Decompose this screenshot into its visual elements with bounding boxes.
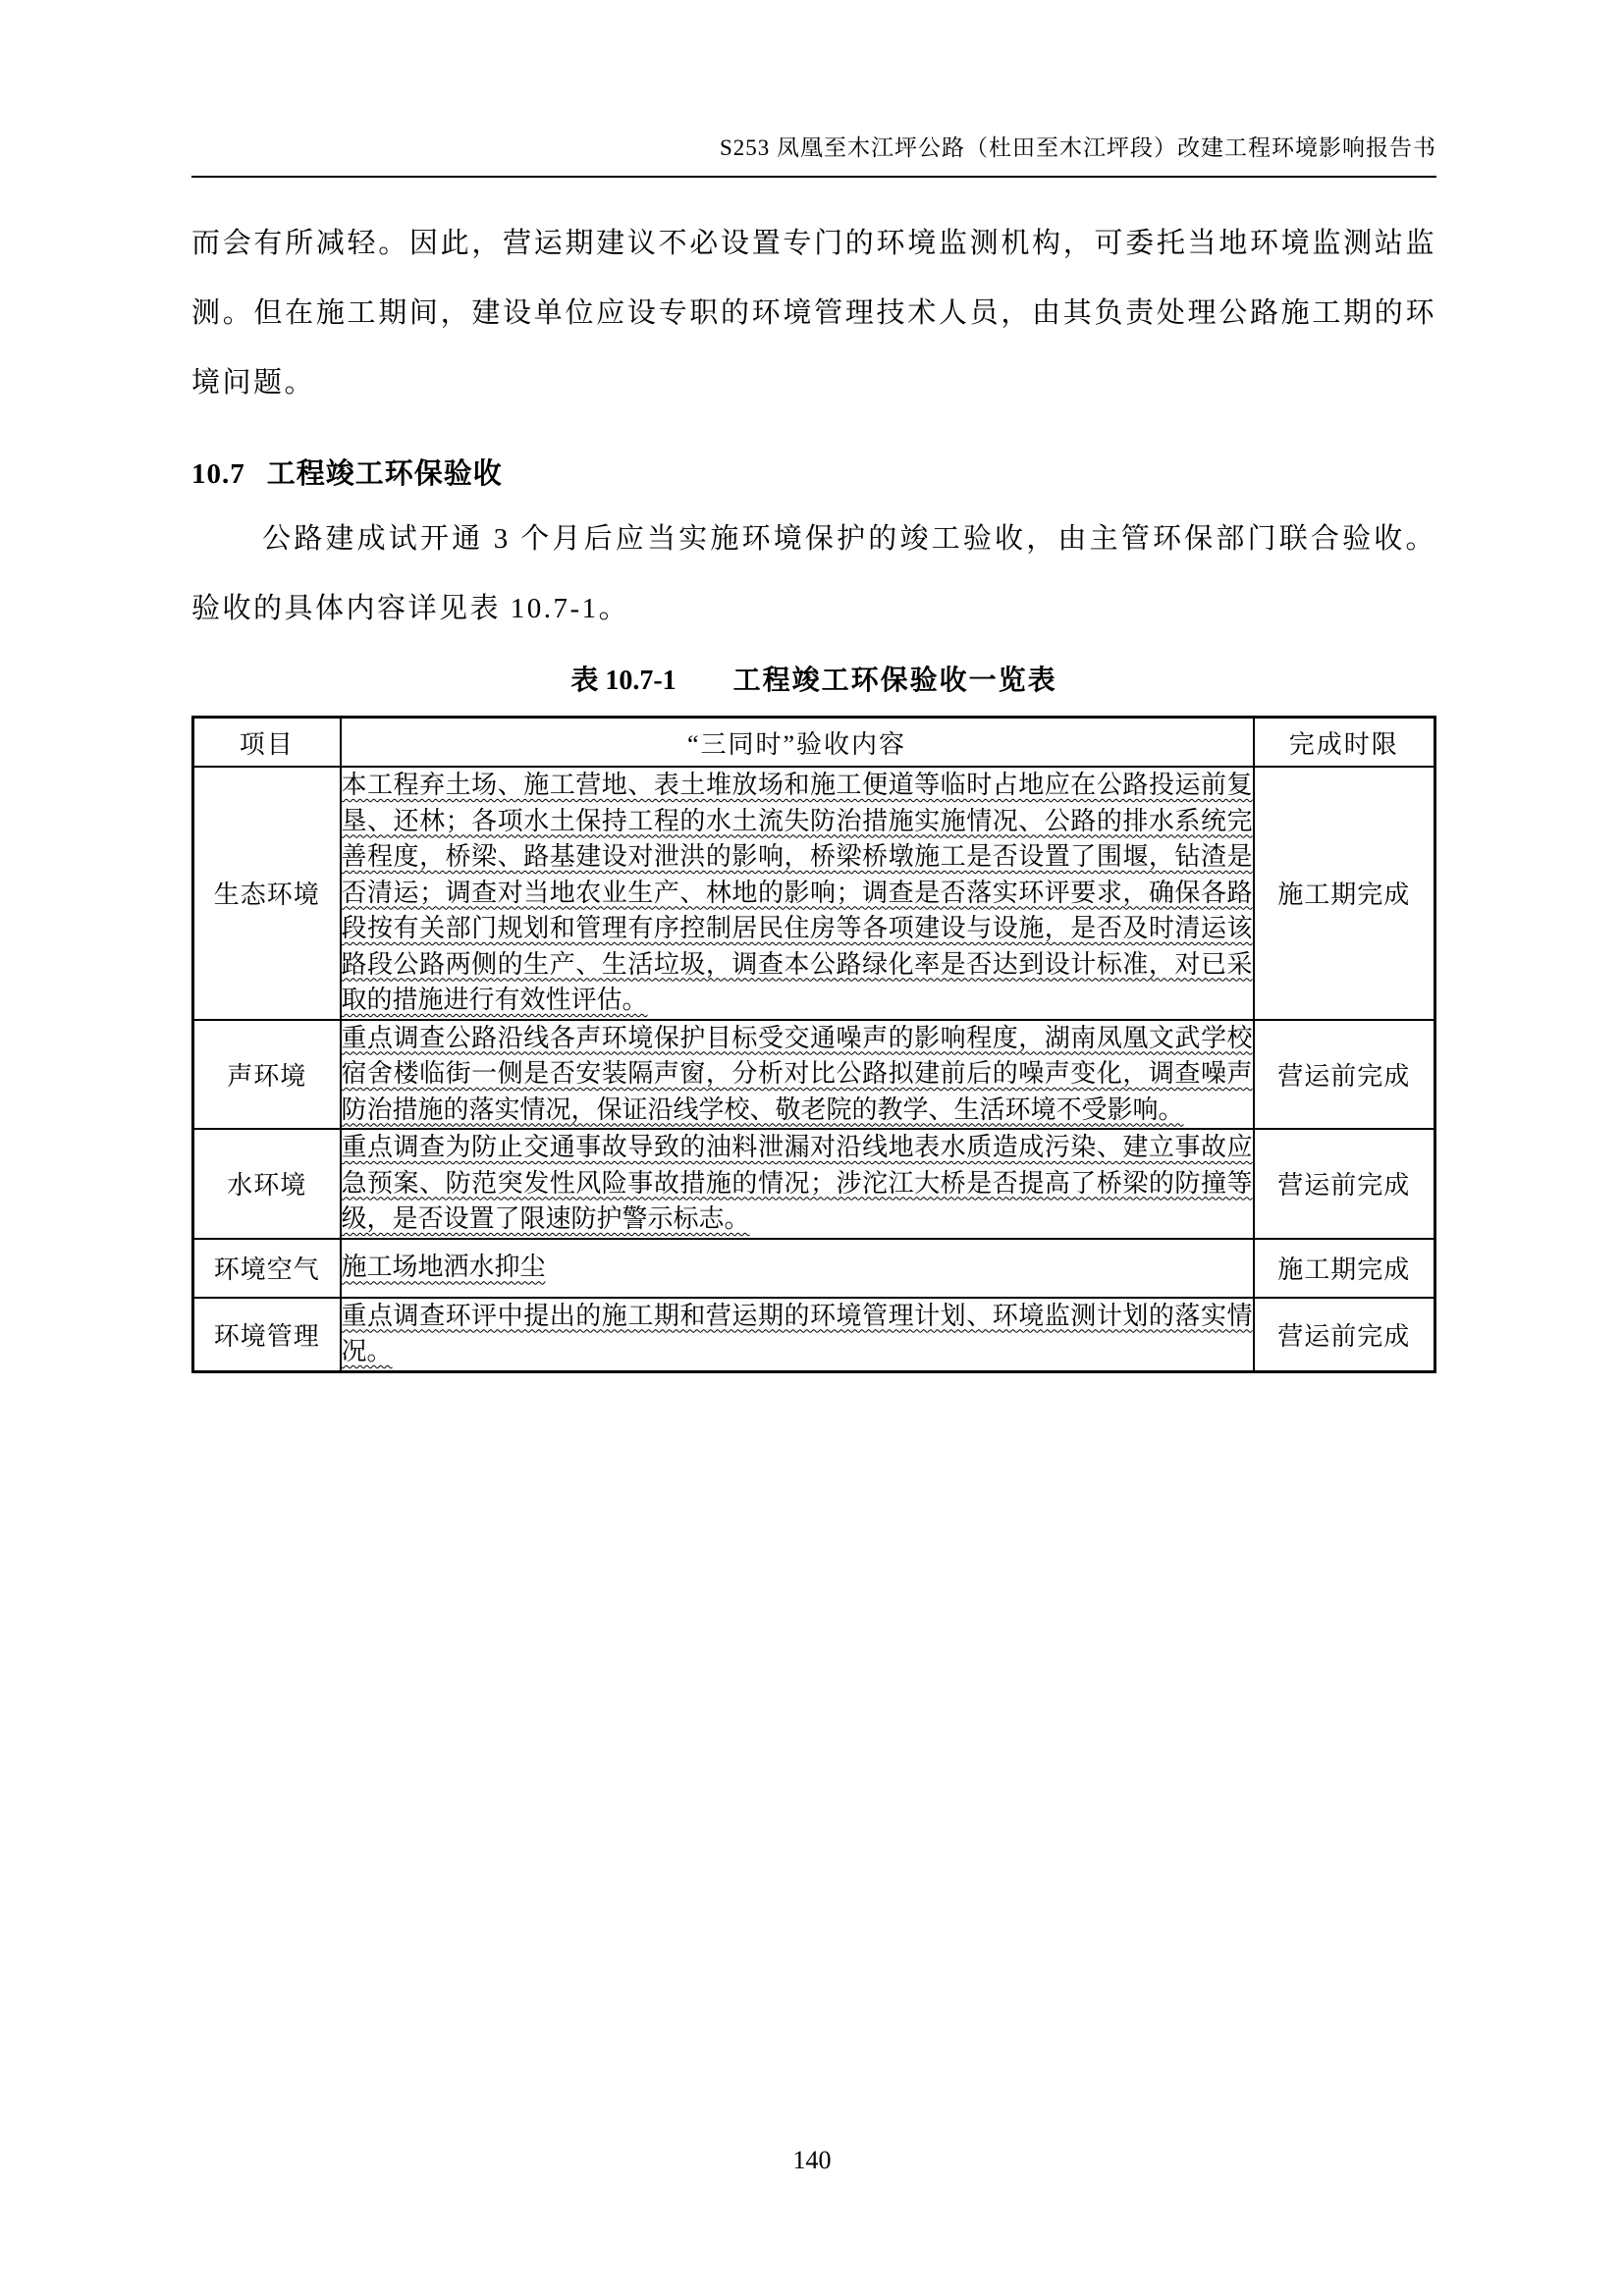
row-content-text: 重点调查为防止交通事故导致的油料泄漏对沿线地表水质造成污染、建立事故应急预案、防范突发性风险事故措施的情况；涉沱江大桥是否提高了桥梁的防撞等级，是否设置了限速防护警示标志。 [341, 1133, 1253, 1233]
table-row [193, 1298, 1435, 1372]
row-content [341, 767, 1254, 1020]
row-content-text: 重点调查公路沿线各声环境保护目标受交通噪声的影响程度，湖南凤凰文武学校宿舍楼临街一侧是否安装隔声窗，分析对比公路拟建前后的噪声变化，调查噪声防治措施的落实情况，保证沿线学校、敬老院的教学、生活环境不受影响。 [341, 1023, 1253, 1124]
table-row [193, 1239, 1435, 1298]
row-item-label: 环境管理 [193, 1298, 341, 1372]
table-row [193, 1129, 1435, 1239]
section-number: 10.7 [191, 458, 245, 490]
paragraph-1: 而会有所减轻。因此，营运期建议不必设置专门的环境监测机构，可委托当地环境监测站监测。但在施工期间，建设单位应设专职的环境管理技术人员，由其负责处理公路施工期的环境问题。 [191, 228, 1436, 399]
column-header-deadline: 完成时限 [1254, 718, 1435, 768]
page-content [191, 0, 1436, 1373]
row-deadline: 营运前完成 [1254, 1298, 1435, 1372]
acceptance-table [191, 716, 1436, 1373]
table-row [193, 1020, 1435, 1130]
row-content [341, 1239, 1254, 1298]
page-number: 140 [792, 2146, 832, 2174]
running-header [191, 0, 1436, 178]
table-caption [191, 658, 1436, 704]
row-content [341, 1129, 1254, 1239]
row-content-text: 重点调查环评中提出的施工期和营运期的环境管理计划、环境监测计划的落实情况。 [341, 1301, 1253, 1365]
row-item-label: 生态环境 [193, 767, 341, 1020]
row-content [341, 1020, 1254, 1130]
column-header-content: “三同时”验收内容 [341, 718, 1254, 768]
paragraph-2: 公路建成试开通 3 个月后应当实施环境保护的竣工验收，由主管环保部门联合验收。验收的具体内容详见表 10.7-1。 [191, 523, 1436, 624]
row-deadline: 营运前完成 [1254, 1020, 1435, 1130]
row-item-label: 环境空气 [193, 1239, 341, 1298]
table-header-row [193, 718, 1435, 768]
row-item-label: 水环境 [193, 1129, 341, 1239]
section-title: 工程竣工环保验收 [266, 458, 503, 490]
column-header-item: 项目 [193, 718, 341, 768]
table-caption-label: 表 10.7-1 [570, 666, 677, 696]
row-content-text: 施工场地洒水抑尘 [341, 1253, 546, 1282]
row-deadline: 施工期完成 [1254, 1239, 1435, 1298]
table-row [193, 767, 1435, 1020]
row-deadline: 施工期完成 [1254, 767, 1435, 1020]
row-content-text: 本工程弃土场、施工营地、表土堆放场和施工便道等临时占地应在公路投运前复垦、还林；各项水土保持工程的水土流失防治措施实施情况、公路的排水系统完善程度，桥梁、路基建设对泄洪的影响，桥梁桥墩施工是否设置了围堰，钻渣是否清运；调查对当地农业生产、林地的影响；调查是否落实环评要求，确保各路段按有关部门规划和管理有序控制居民住房等各项建设与设施，是否及时清运该路段公路两侧的生产、生活垃圾，调查本公路绿化率是否达到设计标准，对已采取的措施进行有效性评估。 [341, 771, 1253, 1014]
table-caption-title: 工程竣工环保验收一览表 [732, 665, 1057, 695]
section-heading [191, 444, 1436, 505]
report-title: S253 凤凰至木江坪公路（杜田至木江坪段）改建工程环境影响报告书 [719, 135, 1436, 160]
row-content [341, 1298, 1254, 1372]
row-deadline: 营运前完成 [1254, 1129, 1435, 1239]
row-item-label: 声环境 [193, 1020, 341, 1130]
